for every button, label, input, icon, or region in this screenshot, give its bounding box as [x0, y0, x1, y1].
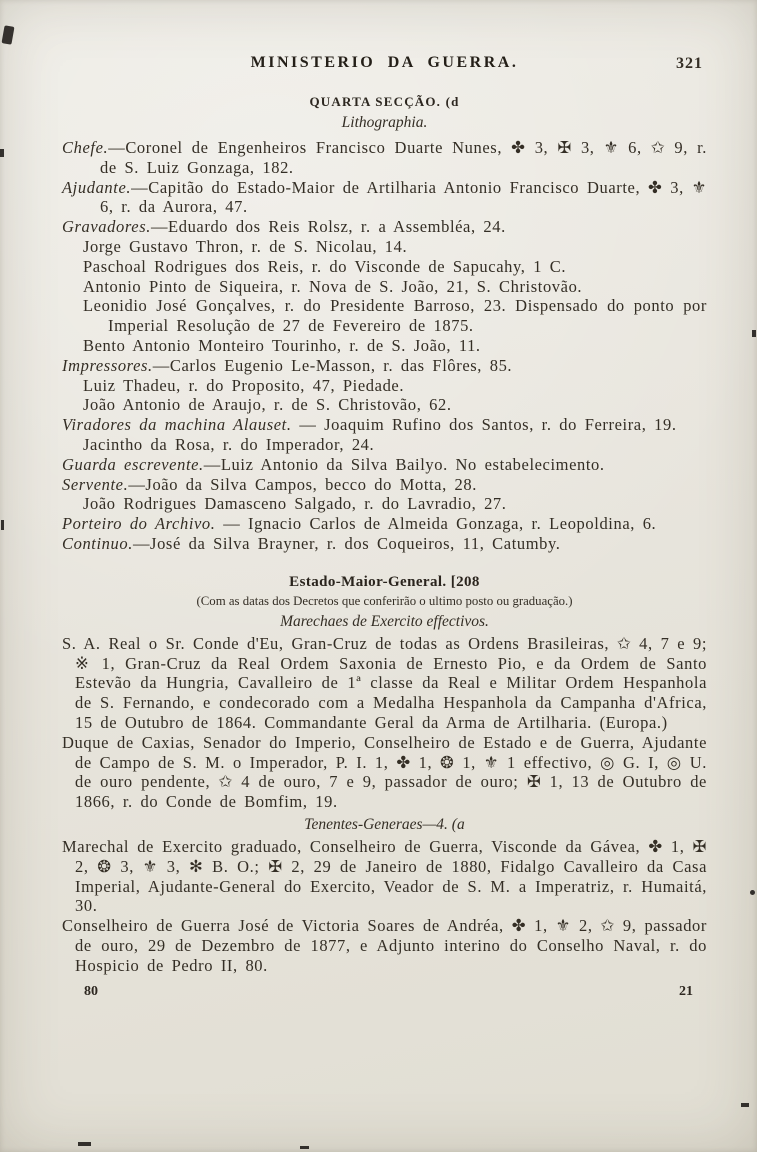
directory-entry	[62, 296, 707, 336]
entry-text: —Luiz Antonio da Silva Bailyo. No estabelecimento.	[203, 454, 605, 474]
section-note: (Com as datas dos Decretos que conferirão o ultimo posto ou graduação.)	[196, 593, 573, 608]
entry-text: Luiz Thadeu, r. do Proposito, 47, Piedade.	[83, 375, 405, 395]
entry-text: —João da Silva Campos, becco do Motta, 28.	[128, 474, 477, 494]
lithographia-staff-list	[62, 138, 707, 554]
entry-role-label: Chefe.	[62, 138, 109, 157]
page-header	[62, 54, 707, 78]
directory-entry	[62, 475, 707, 495]
scan-artifact	[1, 520, 4, 530]
subheading-tenentes-generaes: Tenentes-Generaes—4. (a	[304, 815, 465, 833]
directory-entry	[62, 178, 707, 218]
entry-text: Conselheiro de Guerra José de Victoria Soares de Andréa, ✤ 1, ⚜ 2, ✩ 9, passador de ouro, 29 de Dezembro de 1877, e Adjunto interino do Conselho Naval, r. do Hospicio de Pedro II, 80.	[62, 916, 707, 975]
directory-entry	[62, 634, 707, 733]
directory-entry	[62, 237, 707, 257]
directory-entry	[62, 534, 707, 554]
directory-entry	[62, 376, 707, 396]
tenentes-generaes-list	[62, 837, 707, 976]
directory-entry	[62, 916, 707, 975]
page-title: MINISTERIO DA GUERRA.	[250, 54, 519, 71]
entry-text: —Eduardo dos Reis Rolsz, r. a Assembléa, 24.	[150, 217, 506, 237]
scan-artifact	[2, 25, 15, 44]
footer-signature-mark-right: 21	[679, 984, 693, 1000]
directory-entry	[62, 415, 707, 435]
page-footer	[62, 984, 707, 1000]
entry-role-label: Continuo.	[62, 533, 133, 553]
directory-entry	[62, 435, 707, 455]
scan-artifact	[752, 330, 756, 337]
entry-text: Antonio Pinto de Siqueira, r. Nova de S. João, 21, S. Christovão.	[83, 276, 583, 296]
directory-entry	[62, 336, 707, 356]
entry-text: Jorge Gustavo Thron, r. de S. Nicolau, 14.	[83, 236, 408, 256]
entry-text: S. A. Real o Sr. Conde d'Eu, Gran-Cruz de todas as Ordens Brasileiras, ✩ 4, 7 e 9; ※ 1, Gran-Cruz da Real Ordem Saxonia de Ernesto Pio, e da Ordem de Santo Estevão da Hungria, Cavalleiro de 1ª classe da Real e Militar Ordem Hespanhola de S. Fernando, e condecorado com a Medalha Hespanhola da Campanha d'Africa, 15 de Outubro de 1864. Commandante Geral da Arma de Artilharia. (Europa.)	[62, 633, 707, 732]
entry-text: Bento Antonio Monteiro Tourinho, r. de S. João, 11.	[83, 335, 481, 355]
marechaes-list	[62, 634, 707, 812]
entry-text: Paschoal Rodrigues dos Reis, r. do Visconde de Sapucahy, 1 C.	[83, 256, 567, 276]
scan-artifact	[300, 1146, 309, 1149]
page-content	[62, 54, 707, 1000]
entry-role-label: Porteiro do Archivo.	[62, 514, 216, 534]
directory-entry	[62, 356, 707, 376]
directory-entry	[62, 257, 707, 277]
entry-text: João Antonio de Araujo, r. de S. Christovão, 62.	[83, 395, 452, 415]
entry-text: —José da Silva Brayner, r. dos Coqueiros, 11, Catumby.	[132, 533, 561, 553]
entry-text: —Carlos Eugenio Le-Masson, r. das Flôres, 85.	[152, 355, 513, 375]
scan-artifact	[750, 890, 755, 895]
directory-entry	[62, 395, 707, 415]
footer-signature-mark-left: 80	[84, 984, 98, 1000]
entry-text: — Joaquim Rufino dos Santos, r. do Ferreira, 19.	[291, 415, 677, 435]
directory-entry	[62, 455, 707, 475]
entry-role-label: Guarda escrevente.	[62, 454, 204, 474]
section-heading-estado-maior: Estado-Maior-General. [208	[289, 573, 480, 590]
directory-entry	[62, 514, 707, 534]
subheading-marechaes: Marechaes de Exercito effectivos.	[280, 612, 489, 630]
scan-artifact	[78, 1142, 91, 1146]
directory-entry	[62, 733, 707, 812]
scan-artifact	[741, 1103, 749, 1107]
entry-role-label: Gravadores.	[62, 217, 151, 237]
entry-role-label: Servente.	[62, 474, 129, 494]
entry-role-label: Impressores.	[62, 355, 153, 375]
entry-text: Jacintho da Rosa, r. do Imperador, 24.	[83, 434, 375, 454]
entry-role-label: Ajudante.	[62, 177, 132, 197]
entry-text: João Rodrigues Damasceno Salgado, r. do Lavradio, 27.	[83, 494, 507, 514]
page-number: 321	[676, 55, 703, 72]
directory-entry	[62, 277, 707, 297]
entry-text: Leonidio José Gonçalves, r. do Presidente Barroso, 23. Dispensado do ponto por Imperial Resolução de 27 de Fevereiro de 1875.	[83, 296, 707, 336]
entry-text: — Ignacio Carlos de Almeida Gonzaga, r. Leopoldina, 6.	[215, 514, 657, 534]
entry-text: Duque de Caxias, Senador do Imperio, Conselheiro de Estado e de Guerra, Ajudante de Campo de S. M. o Imperador, P. I. 1, ✤ 1, ❂ 1, ⚜ 1 effectivo, ◎ G. I, ◎ U. de ouro pendente, ✩ 4 de ouro, 7 e 9, passador de ouro; ✠ 1, 13 de Outubro de 1866, r. do Conde de Bomfim, 19.	[62, 732, 707, 812]
section-heading-quarta-seccao: QUARTA SECÇÃO. (d	[309, 94, 460, 109]
entry-text: —Capitão do Estado-Maior de Artilharia Antonio Francisco Duarte, ✤ 3, ⚜ 6, r. da Aurora, 47.	[100, 177, 707, 217]
entry-role-label: Viradores da machina Alauset.	[62, 415, 292, 435]
directory-entry	[62, 837, 707, 916]
directory-entry	[62, 217, 707, 237]
directory-entry	[62, 138, 707, 178]
section-subheading-lithographia: Lithographia.	[341, 114, 428, 131]
scan-artifact	[0, 149, 4, 157]
entry-text: Marechal de Exercito graduado, Conselheiro de Guerra, Visconde da Gávea, ✤ 1, ✠ 2, ❂ 3, ⚜ 3, ✻ B. O.; ✠ 2, 29 de Janeiro de 1880, Fidalgo Cavalleiro da Casa Imperial, Ajudante-General do Exercito, Veador de S. M. a Imperatriz, r. Humaitá, 30.	[62, 836, 707, 916]
entry-text: —Coronel de Engenheiros Francisco Duarte Nunes, ✤ 3, ✠ 3, ⚜ 6, ✩ 9, r. de S. Luiz Gonzaga, 182.	[100, 138, 707, 177]
directory-entry	[62, 494, 707, 514]
